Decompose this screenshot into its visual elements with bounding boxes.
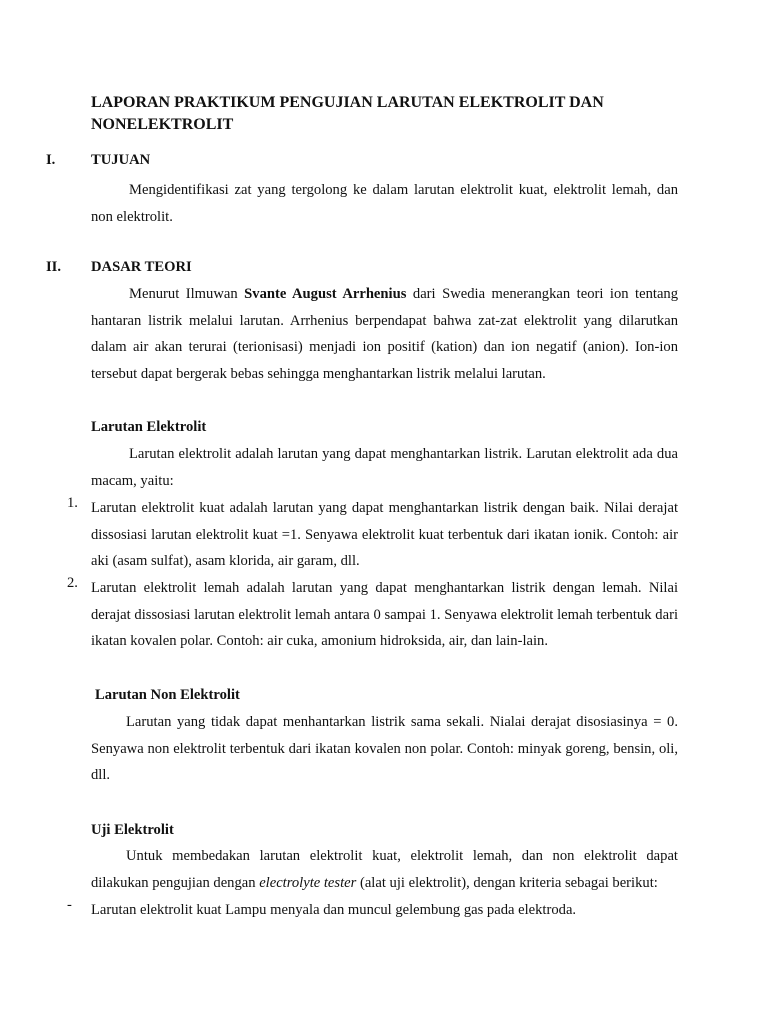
intro-text-after: dari Swedia menerangkan teori ion tentang hantaran listrik melalui larutan. Arrhenius berpendapat bahwa zat-zat elektrolit yang dilarutkan dalam air akan terurai (terionisasi) menjadi ion positif (kation) dan ion negatif (anion). Ion-ion tersebut dapat bergerak bebas sehingga menghantarkan listrik melalui larutan. xyxy=(91,286,679,383)
section-2-intro xyxy=(91,281,678,388)
uji-text-after: (alat uji elektrolit), dengan kriteria sebagai berikut: xyxy=(356,874,658,891)
intro-text-before: Menurut Ilmuwan xyxy=(129,286,245,302)
electrolyte-tester-term: electrolyte tester xyxy=(259,874,357,891)
uji-elektrolit-text xyxy=(91,843,678,896)
bullet-dash: - xyxy=(67,897,72,913)
section-2-heading: DASAR TEORI xyxy=(91,259,192,275)
section-1-heading: TUJUAN xyxy=(91,152,151,168)
section-2-number: II. xyxy=(46,259,62,275)
larutan-elektrolit-text: Larutan elektrolit adalah larutan yang dapat menghantarkan listrik. Larutan elektrolit ada dua macam, yaitu: xyxy=(91,446,678,489)
larutan-non-elektrolit-text: Larutan yang tidak dapat menhantarkan listrik sama sekali. Nialai derajat disosiasinya = 0. Senyawa non elektrolit terbentuk dari ikatan kovalen non polar. Contoh: minyak goreng, bensin, oli, dll. xyxy=(91,714,678,784)
uji-elektrolit-heading: Uji Elektrolit xyxy=(91,822,174,838)
section-1-number: I. xyxy=(46,152,56,168)
list-item-1-text: Larutan elektrolit kuat adalah larutan yang dapat menghantarkan listrik dengan baik. Nilai derajat dissosiasi larutan elektrolit kuat =1. Senyawa elektrolit kuat terbentuk dari ikatan ionik. Contoh: air aki (asam sulfat), asam klorida, air garam, dll. xyxy=(91,500,678,570)
larutan-non-elektrolit-heading: Larutan Non Elektrolit xyxy=(95,687,240,703)
uji-text-before: Untuk membedakan larutan elektrolit kuat, elektrolit lemah, dan non elektrolit dapat dilakukan pengujian dengan xyxy=(91,848,678,891)
document-title: LAPORAN PRAKTIKUM PENGUJIAN LARUTAN ELEKTROLIT DAN NONELEKTROLIT xyxy=(91,94,604,133)
list-item-2-number: 2. xyxy=(67,575,78,591)
bullet-item-text: Larutan elektrolit kuat Lampu menyala dan muncul gelembung gas pada elektroda. xyxy=(91,902,577,918)
larutan-elektrolit-heading: Larutan Elektrolit xyxy=(91,419,207,435)
section-1-text: Mengidentifikasi zat yang tergolong ke dalam larutan elektrolit kuat, elektrolit lemah, dan non elektrolit. xyxy=(91,182,678,225)
scientist-name: Svante August Arrhenius xyxy=(244,286,407,302)
list-item-2-text: Larutan elektrolit lemah adalah larutan yang dapat menghantarkan listrik dengan lemah. Nilai derajat dissosiasi larutan elektrolit lemah antara 0 sampai 1. Senyawa elektrolit lemah terbentuk dari ikatan kovalen polar. Contoh: air cuka, amonium hidroksida, air, dan lain-lain. xyxy=(91,580,678,650)
list-item-1-number: 1. xyxy=(67,495,78,511)
